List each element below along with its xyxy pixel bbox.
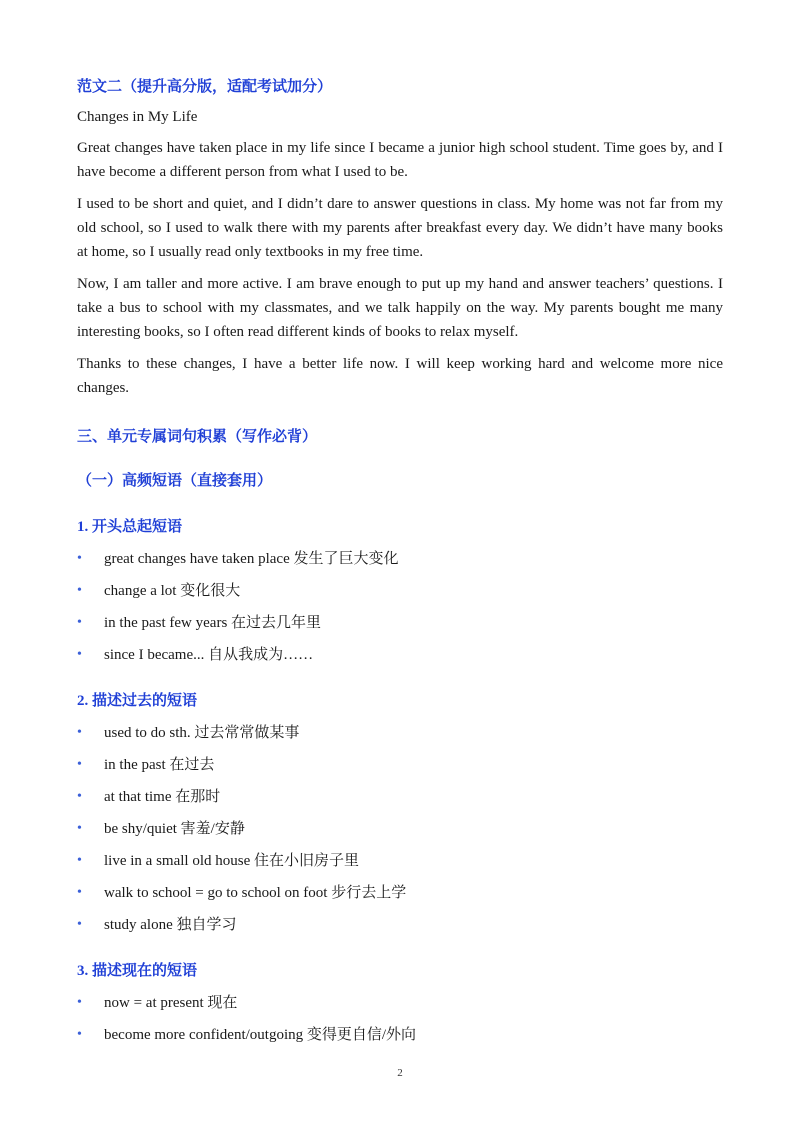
group-2-list (77, 722, 723, 936)
list-item-text: be shy/quiet 害羞/安静 (104, 821, 245, 837)
list-item-text: in the past few years 在过去几年里 (104, 615, 322, 631)
bullet-icon: • (77, 551, 82, 566)
list-item-text: since I became... 自从我成为…… (104, 647, 314, 663)
essay-paragraph-2: I used to be short and quiet, and I didn’t dare to answer questions in class. My home was not far from my old school, so I used to walk there with my parents after breakfast every day. We didn’t have many books at home, so I usually read only textbooks in my free time. (77, 196, 723, 260)
list-item (77, 548, 723, 570)
bullet-icon: • (77, 757, 82, 772)
list-item (77, 722, 723, 744)
essay-heading: 范文二（提升高分版，适配考试加分） (77, 79, 333, 95)
bullet-icon: • (77, 583, 82, 598)
list-item-text: study alone 独自学习 (104, 917, 237, 933)
essay-paragraph-1: Great changes have taken place in my life since I became a junior high school student. Time goes by, and I have become a different person from what I used to be. (77, 140, 723, 180)
essay-paragraph-3: Now, I am taller and more active. I am brave enough to put up my hand and answer teachers’ questions. I take a bus to school with my classmates, and we talk happily on the way. My parents bought me many interesting books, so I often read different kinds of books to relax myself. (77, 276, 723, 340)
section-3-heading: 三、单元专属词句积累（写作必背） (77, 429, 318, 445)
list-item (77, 882, 723, 904)
bullet-icon: • (77, 885, 82, 900)
group-1-heading: 1. 开头总起短语 (77, 519, 183, 535)
document-page (77, 76, 723, 1056)
list-item (77, 580, 723, 602)
group-2-heading: 2. 描述过去的短语 (77, 693, 198, 709)
list-item (77, 914, 723, 936)
essay-title: Changes in My Life (77, 109, 198, 125)
group-3-heading: 3. 描述现在的短语 (77, 963, 198, 979)
bullet-icon: • (77, 995, 82, 1010)
list-item-text: live in a small old house 住在小旧房子里 (104, 853, 359, 869)
list-item-text: walk to school = go to school on foot 步行去上学 (104, 885, 407, 901)
list-item (77, 754, 723, 776)
bullet-icon: • (77, 917, 82, 932)
subsection-1-heading: （一）高频短语（直接套用） (77, 473, 273, 489)
bullet-icon: • (77, 647, 82, 662)
bullet-icon: • (77, 821, 82, 836)
list-item-text: used to do sth. 过去常常做某事 (104, 725, 300, 741)
list-item (77, 992, 723, 1014)
bullet-icon: • (77, 853, 82, 868)
list-item-text: at that time 在那时 (104, 789, 221, 805)
group-3-list (77, 992, 723, 1046)
list-item (77, 1024, 723, 1046)
bullet-icon: • (77, 1027, 82, 1042)
list-item-text: great changes have taken place 发生了巨大变化 (104, 551, 399, 567)
page-number: 2 (397, 1067, 403, 1079)
list-item (77, 644, 723, 666)
bullet-icon: • (77, 725, 82, 740)
list-item-text: become more confident/outgoing 变得更自信/外向 (104, 1027, 417, 1043)
group-1-list (77, 548, 723, 666)
list-item-text: change a lot 变化很大 (104, 583, 241, 599)
list-item-text: now = at present 现在 (104, 995, 238, 1011)
list-item (77, 850, 723, 872)
list-item-text: in the past 在过去 (104, 757, 215, 773)
bullet-icon: • (77, 789, 82, 804)
essay-paragraph-4: Thanks to these changes, I have a better life now. I will keep working hard and welcome more nice changes. (77, 356, 723, 396)
list-item (77, 786, 723, 808)
bullet-icon: • (77, 615, 82, 630)
list-item (77, 612, 723, 634)
list-item (77, 818, 723, 840)
